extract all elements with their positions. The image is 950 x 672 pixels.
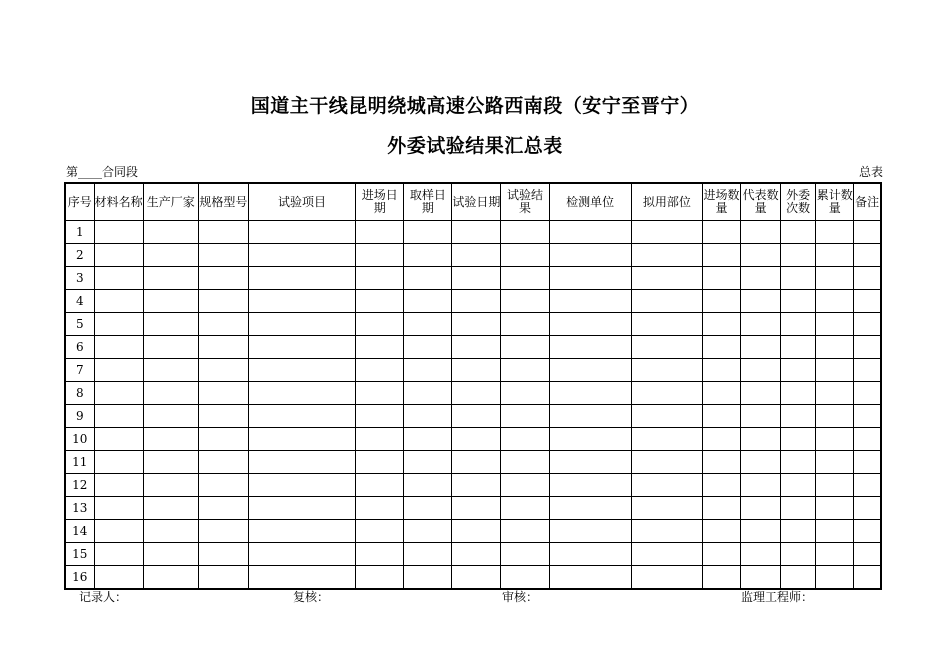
table-cell bbox=[248, 474, 355, 497]
table-cell bbox=[549, 244, 631, 267]
table-cell bbox=[198, 382, 248, 405]
table-cell bbox=[248, 336, 355, 359]
table-cell bbox=[549, 428, 631, 451]
table-cell bbox=[143, 382, 198, 405]
row-number-cell: 12 bbox=[65, 474, 94, 497]
table-cell bbox=[702, 221, 740, 244]
column-header: 外委次数 bbox=[781, 183, 816, 221]
table-cell bbox=[702, 405, 740, 428]
row-number-cell: 1 bbox=[65, 221, 94, 244]
table-row bbox=[65, 290, 881, 313]
table-cell bbox=[781, 474, 816, 497]
table-cell bbox=[781, 520, 816, 543]
table-cell bbox=[816, 336, 854, 359]
table-cell bbox=[741, 244, 781, 267]
table-cell bbox=[781, 497, 816, 520]
table-cell bbox=[549, 566, 631, 590]
table-cell bbox=[816, 566, 854, 590]
table-cell bbox=[781, 336, 816, 359]
table-cell bbox=[143, 336, 198, 359]
table-cell bbox=[404, 382, 452, 405]
table-cell bbox=[854, 244, 881, 267]
table-cell bbox=[248, 451, 355, 474]
table-cell bbox=[854, 313, 881, 336]
table-cell bbox=[702, 290, 740, 313]
table-body bbox=[65, 221, 881, 590]
table-cell bbox=[631, 244, 702, 267]
table-cell bbox=[741, 520, 781, 543]
table-cell bbox=[549, 267, 631, 290]
table-cell bbox=[94, 451, 143, 474]
table-cell bbox=[248, 428, 355, 451]
column-header: 备注 bbox=[854, 183, 881, 221]
table-cell bbox=[452, 428, 501, 451]
table-cell bbox=[198, 474, 248, 497]
table-cell bbox=[549, 520, 631, 543]
table-cell bbox=[549, 290, 631, 313]
table-cell bbox=[452, 474, 501, 497]
table-cell bbox=[741, 428, 781, 451]
table-cell bbox=[854, 221, 881, 244]
table-cell bbox=[404, 244, 452, 267]
table-cell bbox=[501, 382, 549, 405]
table-cell bbox=[404, 313, 452, 336]
table-cell bbox=[356, 359, 404, 382]
table-cell bbox=[404, 359, 452, 382]
table-cell bbox=[631, 451, 702, 474]
table-cell bbox=[816, 313, 854, 336]
column-header: 试验日期 bbox=[452, 183, 501, 221]
row-number-cell: 11 bbox=[65, 451, 94, 474]
table-cell bbox=[94, 290, 143, 313]
table-cell bbox=[198, 221, 248, 244]
table-cell bbox=[702, 451, 740, 474]
table-cell bbox=[501, 244, 549, 267]
table-cell bbox=[501, 543, 549, 566]
table-cell bbox=[404, 267, 452, 290]
table-cell bbox=[549, 497, 631, 520]
table-row bbox=[65, 244, 881, 267]
table-cell bbox=[501, 497, 549, 520]
table-cell bbox=[702, 267, 740, 290]
table-cell bbox=[854, 336, 881, 359]
table-cell bbox=[356, 566, 404, 590]
table-cell bbox=[452, 359, 501, 382]
table-cell bbox=[741, 405, 781, 428]
table-row bbox=[65, 428, 881, 451]
table-cell bbox=[404, 336, 452, 359]
table-cell bbox=[404, 474, 452, 497]
table-cell bbox=[356, 244, 404, 267]
table-cell bbox=[452, 520, 501, 543]
table-cell bbox=[248, 221, 355, 244]
row-number-cell: 13 bbox=[65, 497, 94, 520]
table-cell bbox=[702, 382, 740, 405]
table-cell bbox=[702, 497, 740, 520]
table-cell bbox=[631, 405, 702, 428]
table-cell bbox=[248, 520, 355, 543]
table-cell bbox=[94, 474, 143, 497]
summary-table bbox=[64, 182, 882, 590]
table-cell bbox=[404, 405, 452, 428]
table-cell bbox=[549, 313, 631, 336]
table-cell bbox=[356, 313, 404, 336]
column-header: 进场数量 bbox=[702, 183, 740, 221]
column-header: 试验项目 bbox=[248, 183, 355, 221]
table-cell bbox=[741, 543, 781, 566]
table-cell bbox=[501, 359, 549, 382]
table-cell bbox=[198, 520, 248, 543]
table-cell bbox=[631, 336, 702, 359]
auditor-label: 审核： bbox=[502, 590, 539, 604]
table-cell bbox=[404, 566, 452, 590]
table-cell bbox=[452, 313, 501, 336]
column-header: 进场日期 bbox=[356, 183, 404, 221]
table-cell bbox=[94, 221, 143, 244]
table-cell bbox=[631, 267, 702, 290]
table-cell bbox=[248, 267, 355, 290]
table-cell bbox=[854, 451, 881, 474]
column-header: 序号 bbox=[65, 183, 94, 221]
table-cell bbox=[248, 382, 355, 405]
table-cell bbox=[404, 451, 452, 474]
row-number-cell: 14 bbox=[65, 520, 94, 543]
table-cell bbox=[854, 566, 881, 590]
table-cell bbox=[452, 451, 501, 474]
table-cell bbox=[854, 520, 881, 543]
table-cell bbox=[143, 359, 198, 382]
table-cell bbox=[549, 543, 631, 566]
table-cell bbox=[781, 451, 816, 474]
table-cell bbox=[501, 313, 549, 336]
row-number-cell: 2 bbox=[65, 244, 94, 267]
table-cell bbox=[549, 451, 631, 474]
table-cell bbox=[631, 566, 702, 590]
table-cell bbox=[854, 382, 881, 405]
table-cell bbox=[501, 221, 549, 244]
table-cell bbox=[741, 566, 781, 590]
table-cell bbox=[816, 405, 854, 428]
table-cell bbox=[631, 382, 702, 405]
table-cell bbox=[631, 290, 702, 313]
table-cell bbox=[741, 313, 781, 336]
table-cell bbox=[404, 290, 452, 313]
table-cell bbox=[404, 221, 452, 244]
table-cell bbox=[816, 451, 854, 474]
table-cell bbox=[356, 520, 404, 543]
table-cell bbox=[94, 382, 143, 405]
table-cell bbox=[198, 428, 248, 451]
table-cell bbox=[549, 405, 631, 428]
table-cell bbox=[143, 221, 198, 244]
supervisor-label: 监理工程师： bbox=[741, 590, 814, 604]
table-cell bbox=[356, 428, 404, 451]
table-cell bbox=[741, 382, 781, 405]
table-cell bbox=[356, 336, 404, 359]
table-cell bbox=[501, 336, 549, 359]
table-cell bbox=[94, 497, 143, 520]
table-cell bbox=[452, 382, 501, 405]
table-row bbox=[65, 221, 881, 244]
recorder-label: 记录人： bbox=[79, 590, 128, 604]
table-cell bbox=[854, 359, 881, 382]
table-cell bbox=[631, 474, 702, 497]
row-number-cell: 9 bbox=[65, 405, 94, 428]
table-cell bbox=[143, 543, 198, 566]
table-cell bbox=[356, 474, 404, 497]
table-cell bbox=[631, 520, 702, 543]
table-cell bbox=[854, 290, 881, 313]
row-number-cell: 4 bbox=[65, 290, 94, 313]
table-cell bbox=[404, 428, 452, 451]
row-number-cell: 7 bbox=[65, 359, 94, 382]
table-cell bbox=[702, 244, 740, 267]
table-cell bbox=[741, 290, 781, 313]
table-cell bbox=[854, 267, 881, 290]
table-cell bbox=[143, 244, 198, 267]
table-cell bbox=[143, 451, 198, 474]
table-cell bbox=[816, 244, 854, 267]
table-cell bbox=[198, 244, 248, 267]
table-cell bbox=[94, 359, 143, 382]
table-cell bbox=[501, 520, 549, 543]
table-cell bbox=[816, 520, 854, 543]
table-cell bbox=[94, 336, 143, 359]
table-cell bbox=[452, 566, 501, 590]
document-subtitle: 外委试验结果汇总表 bbox=[387, 135, 563, 157]
row-number-cell: 10 bbox=[65, 428, 94, 451]
table-cell bbox=[452, 244, 501, 267]
table-cell bbox=[248, 566, 355, 590]
table-row bbox=[65, 405, 881, 428]
table-cell bbox=[198, 543, 248, 566]
table-cell bbox=[781, 405, 816, 428]
table-row bbox=[65, 336, 881, 359]
table-row bbox=[65, 451, 881, 474]
table-cell bbox=[356, 290, 404, 313]
table-cell bbox=[198, 336, 248, 359]
table-cell bbox=[198, 451, 248, 474]
table-cell bbox=[356, 267, 404, 290]
table-cell bbox=[501, 566, 549, 590]
table-cell bbox=[816, 543, 854, 566]
table-cell bbox=[816, 267, 854, 290]
table-row bbox=[65, 520, 881, 543]
table-cell bbox=[94, 405, 143, 428]
table-cell bbox=[631, 359, 702, 382]
table-cell bbox=[501, 405, 549, 428]
table-cell bbox=[452, 221, 501, 244]
table-cell bbox=[816, 382, 854, 405]
table-cell bbox=[94, 428, 143, 451]
table-cell bbox=[143, 520, 198, 543]
table-cell bbox=[452, 336, 501, 359]
row-number-cell: 3 bbox=[65, 267, 94, 290]
table-cell bbox=[816, 221, 854, 244]
table-cell bbox=[741, 359, 781, 382]
column-header: 材料名称 bbox=[94, 183, 143, 221]
table-cell bbox=[702, 428, 740, 451]
table-cell bbox=[198, 497, 248, 520]
table-cell bbox=[781, 359, 816, 382]
table-cell bbox=[198, 405, 248, 428]
table-cell bbox=[248, 244, 355, 267]
table-cell bbox=[816, 474, 854, 497]
table-cell bbox=[549, 221, 631, 244]
table-cell bbox=[741, 474, 781, 497]
table-cell bbox=[143, 428, 198, 451]
table-cell bbox=[248, 313, 355, 336]
table-cell bbox=[631, 428, 702, 451]
table-cell bbox=[702, 313, 740, 336]
table-cell bbox=[741, 221, 781, 244]
table-header-row bbox=[65, 183, 881, 221]
table-cell bbox=[94, 244, 143, 267]
table-cell bbox=[781, 543, 816, 566]
table-row bbox=[65, 543, 881, 566]
form-code: 总表 bbox=[858, 165, 883, 179]
table-cell bbox=[816, 497, 854, 520]
table-cell bbox=[816, 290, 854, 313]
table-cell bbox=[452, 543, 501, 566]
table-cell bbox=[356, 221, 404, 244]
table-cell bbox=[501, 451, 549, 474]
table-cell bbox=[198, 290, 248, 313]
table-cell bbox=[702, 336, 740, 359]
table-row bbox=[65, 382, 881, 405]
table-cell bbox=[501, 474, 549, 497]
column-header: 试验结果 bbox=[501, 183, 549, 221]
row-number-cell: 6 bbox=[65, 336, 94, 359]
table-cell bbox=[248, 497, 355, 520]
table-cell bbox=[501, 428, 549, 451]
table-cell bbox=[854, 474, 881, 497]
table-cell bbox=[781, 221, 816, 244]
table-cell bbox=[452, 497, 501, 520]
table-cell bbox=[248, 405, 355, 428]
table-cell bbox=[198, 566, 248, 590]
table-cell bbox=[143, 566, 198, 590]
table-cell bbox=[781, 290, 816, 313]
table-row bbox=[65, 497, 881, 520]
table-cell bbox=[356, 451, 404, 474]
table-cell bbox=[501, 267, 549, 290]
table-cell bbox=[781, 313, 816, 336]
table-row bbox=[65, 474, 881, 497]
table-cell bbox=[143, 313, 198, 336]
table-row bbox=[65, 313, 881, 336]
table-cell bbox=[356, 405, 404, 428]
table-cell bbox=[94, 566, 143, 590]
document-title: 国道主干线昆明绕城高速公路西南段（安宁至晋宁） bbox=[250, 95, 700, 117]
table-cell bbox=[501, 290, 549, 313]
table-row bbox=[65, 566, 881, 590]
table-cell bbox=[549, 359, 631, 382]
table-cell bbox=[94, 313, 143, 336]
table-cell bbox=[143, 497, 198, 520]
table-cell bbox=[143, 267, 198, 290]
table-cell bbox=[248, 290, 355, 313]
column-header: 拟用部位 bbox=[631, 183, 702, 221]
row-number-cell: 16 bbox=[65, 566, 94, 590]
table-cell bbox=[94, 543, 143, 566]
table-cell bbox=[781, 428, 816, 451]
table-cell bbox=[702, 520, 740, 543]
table-cell bbox=[94, 520, 143, 543]
table-cell bbox=[549, 474, 631, 497]
column-header: 取样日期 bbox=[404, 183, 452, 221]
table-cell bbox=[94, 267, 143, 290]
table-cell bbox=[702, 543, 740, 566]
table-cell bbox=[452, 405, 501, 428]
table-cell bbox=[143, 290, 198, 313]
table-cell bbox=[356, 497, 404, 520]
column-header: 规格型号 bbox=[198, 183, 248, 221]
row-number-cell: 8 bbox=[65, 382, 94, 405]
table-cell bbox=[631, 497, 702, 520]
table-cell bbox=[143, 405, 198, 428]
table-cell bbox=[452, 267, 501, 290]
column-header: 生产厂家 bbox=[143, 183, 198, 221]
column-header: 代表数量 bbox=[741, 183, 781, 221]
table-cell bbox=[248, 359, 355, 382]
table-cell bbox=[404, 497, 452, 520]
table-cell bbox=[248, 543, 355, 566]
table-cell bbox=[702, 359, 740, 382]
table-cell bbox=[198, 267, 248, 290]
table-cell bbox=[143, 474, 198, 497]
table-cell bbox=[854, 428, 881, 451]
table-cell bbox=[702, 566, 740, 590]
table-cell bbox=[198, 313, 248, 336]
table-cell bbox=[631, 543, 702, 566]
table-cell bbox=[781, 382, 816, 405]
table-row bbox=[65, 359, 881, 382]
table-cell bbox=[198, 359, 248, 382]
table-cell bbox=[356, 382, 404, 405]
table-cell bbox=[781, 267, 816, 290]
table-cell bbox=[631, 221, 702, 244]
table-cell bbox=[404, 543, 452, 566]
table-cell bbox=[549, 336, 631, 359]
table-cell bbox=[781, 244, 816, 267]
table-cell bbox=[781, 566, 816, 590]
table-cell bbox=[816, 428, 854, 451]
table-cell bbox=[741, 267, 781, 290]
table-cell bbox=[854, 405, 881, 428]
row-number-cell: 5 bbox=[65, 313, 94, 336]
table-cell bbox=[741, 451, 781, 474]
table-cell bbox=[854, 497, 881, 520]
table-cell bbox=[816, 359, 854, 382]
table-cell bbox=[854, 543, 881, 566]
reviewer-label: 复核： bbox=[293, 590, 330, 604]
table-cell bbox=[631, 313, 702, 336]
table-cell bbox=[741, 336, 781, 359]
column-header: 检测单位 bbox=[549, 183, 631, 221]
table-row bbox=[65, 267, 881, 290]
contract-section-label: 第____合同段 bbox=[66, 165, 139, 179]
row-number-cell: 15 bbox=[65, 543, 94, 566]
table-cell bbox=[702, 474, 740, 497]
table-cell bbox=[741, 497, 781, 520]
column-header: 累计数量 bbox=[816, 183, 854, 221]
table-cell bbox=[404, 520, 452, 543]
table-cell bbox=[549, 382, 631, 405]
table-cell bbox=[452, 290, 501, 313]
table-cell bbox=[356, 543, 404, 566]
